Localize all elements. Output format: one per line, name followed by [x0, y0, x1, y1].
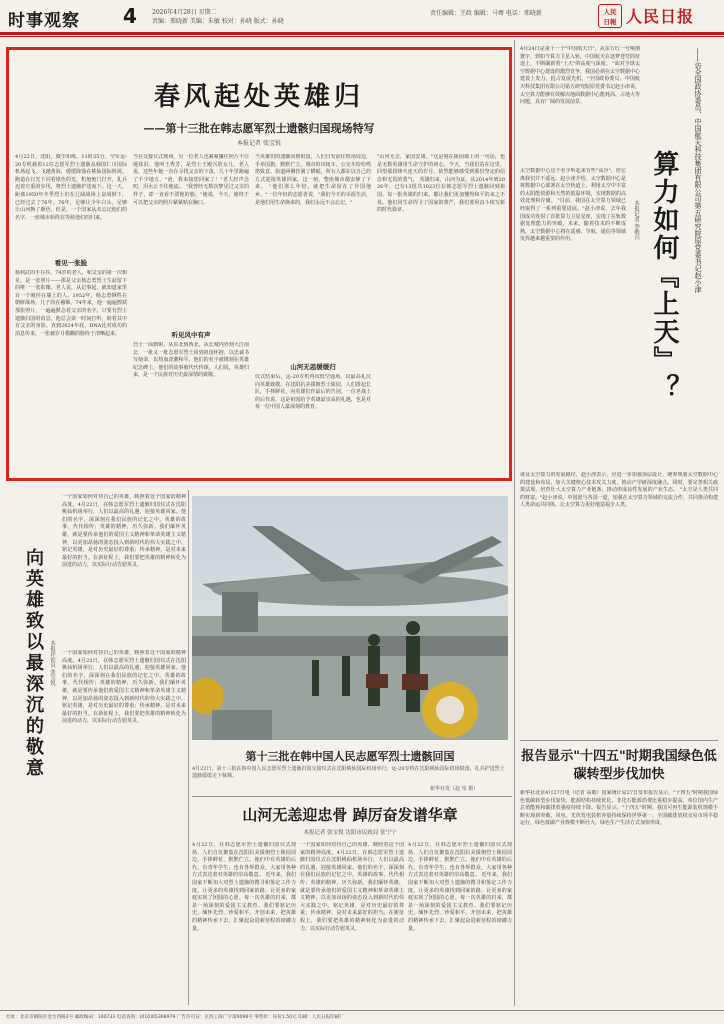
lead-subhead-2: 听见风中有声	[171, 331, 211, 339]
report-headline: 报告显示"十四五"时期我国绿色低碳转型步伐加快	[521, 749, 717, 782]
photo-caption: 4月22日，第十三批在韩中国人民志愿军烈士遗骸归国交接仪式在沈阳桃仙国际机场举行。运-20专机在沈阳桃仙国际机场降落，礼兵护送烈士遗骸缓缓走下舷梯。	[192, 766, 505, 779]
header-rule	[0, 32, 724, 35]
lead-column-2: 当在交接仪式现场，另一位老人也紧紧攥住照片不住地抹泪。他叫王秀芳，是烈士王殿兴的女儿。老人说，这些年她一直在寻找父亲的下落，几十年里跑遍了不少地方。"爸，我来接您回家了！"老人轻声念叨，泪水止不住地流。 "我曾经无数次梦见过父亲的样子，却一直看不清他的脸。"她说，今天，她终于可以把父亲的照片紧紧贴在胸口。	[133, 154, 249, 206]
story2-headline: 山河无恙迎忠骨 踔厉奋发谱华章	[242, 806, 458, 824]
photo-credit: 新华社发（赵 旻 摄）	[430, 786, 479, 792]
interview-intro: 4月24日是第十一个"中国航天日"。从东方红一号响彻寰宇，到如今算力卫星入轨，中国航天在逐梦苍穹的征途上，不断刷新着"上天"的高度与深度。 "面对全球太空数据中心建设的激烈竞争，我国必须在太空数据中心建设上发力，抢占发展先机。"全国政协委员、中国航天科技集团有限公司第五研究院原党委书记赵小津说，太空算力能够有效解决地面数据中心能耗高、占地大等问题，具有广阔的发展前景。	[520, 46, 640, 106]
lead-subhead-3: 山河无恙缓缓归	[290, 363, 336, 371]
logo-seal-icon: 人民 日報	[598, 4, 622, 28]
lead-column-4: "山河无恙，家国安康。"这是刻在陵园墙上的一句话，也是无数英雄用生命守护的初心。今天，当我们站在这里，回望那段烽火连天的岁月，依然能够感受到那份坚定的信念和无畏的勇气。 英雄归来，山河为证。从2014年到2026年，已有13批共1023位在韩志愿军烈士遗骸回到祖国。每一批英雄的归来，都让我们更加懂得和平的来之不易。他们用生命捍卫了国家的尊严，我们要用奋斗续写新的时代篇章。	[377, 154, 505, 214]
lead-subheadline: ——第十三批在韩志愿军烈士遗骸归国现场特写	[143, 122, 375, 135]
divider	[192, 796, 512, 797]
interview-body-1: 太空数据中心这个名字听起来有些"高冷"，但它离我们并不遥远。赵小津介绍，太空数据中心是将数据中心部署在太空轨道上，利用太空中丰富的太阳能资源和天然的低温环境，实现数据的高效处理和存储。 "目前，我国在太空算力领域已经取得了一系列重要进展。"赵小津说，去年我国成功发射了首批算力卫星星座，实现了在轨数据处理能力的突破。未来，随着技术的不断成熟，太空数据中心将在遥感、导航、通信等领域发挥越来越重要的作用。	[520, 168, 626, 243]
lead-column-3: 当英雄们的遗骸回到祖国，人们自发前往机场周边，手举国旗，默默伫立。城市的出租车、公交车纷纷鸣笛致意，街道两侧挂满了横幅，所有人都在以自己的方式迎接英雄回家。这一刻，整座城市都安静了下来。 "他们那么年轻，就把生命留在了异国他乡。"一位年轻的志愿者说，"我们今天的幸福生活，是他们用生命换来的，我们永远不会忘记。"	[255, 154, 371, 206]
divider	[520, 740, 718, 741]
lead-column-3b: 仪式结束后，运-20专机再次低空通场，以最高礼仪向英雄致敬。在沈阳抗美援朝烈士陵园，人们排起长队，手捧鲜花，向英雄们作最后的告别。一位老战士的后代说，这是祖国给予英雄最崇高的礼遇，也是对每一位中国人最深刻的教育。	[255, 374, 371, 411]
lead-headline: 春风起处英雄归	[153, 82, 364, 112]
date-line: 2026年4月28日 星期二	[152, 9, 217, 16]
story2-byline: 本报记者 张宝锐 沈阳市民政局 张宁宁	[303, 830, 397, 836]
interview-subtitle: ——访全国政协委员、中国航天科技集团有限公司第五研究院原党委书记赵小津	[694, 48, 702, 293]
staff-line: 责编：邢晓新 美编：朱敏 校对：孙晓 版式：孙晓	[152, 18, 284, 25]
photo-caption-title: 第十三批在韩中国人民志愿军烈士遗骸回国	[245, 750, 455, 763]
aircraft-ceremony-image	[192, 496, 508, 740]
commentary-headline: 向英雄致以最深沉的敬意	[23, 548, 44, 779]
page-footer: 社址：北京市朝阳区金台西路2号 邮政编码：100733 电话查询：(010)65368979 广告许可证：京西工商广字第0098号 零售价：每份1.50元 印刷：人民日报印刷厂	[0, 1010, 724, 1024]
story2-column-2: 一个国家如何对待自己的英雄，映照着这个国家的精神高度。4月22日，在韩志愿军烈士遗骸归国仪式在沈阳桃仙机场举行，人们以最高的礼遇，迎接英雄回家。他们的名字，深深刻在我们民族的记忆之中。英雄的故事，代代相传；英雄的精神，历久弥新。我们缅怀英雄，就是要传承他们的爱国主义精神和革命英雄主义精神，以更加昂扬的姿态投入到新时代的伟大实践之中。铭记英雄，是对历史最好的尊重；传承精神，是对未来最好的担当。在新征程上，我们要把英雄的精神转化为前进的动力，以实际行动告慰英灵。	[300, 842, 404, 932]
page-number: 4	[123, 4, 137, 28]
commentary-byline: 本报评论员 张宝锐	[49, 640, 55, 686]
lead-column-1: 4月22日，沈阳，微尘如练。11时25分，空军运-20专机载着12位志愿军烈士遗骸从韩国仁川国际机场起飞，飞越黄海，缓缓降落在桃仙国际机场。跑道在日光下闪着银色的光，机舱舱门打开，礼兵迈着庄重的步伐，将烈士遗骸护送而下。这一天，距离1950年冬季烈士们在辽阔战场上奋战倒下，已经过去了76年。76年，足够让少年白头，足够让山河换了颜色。但是，一个国家从未忘记他们的名字，一座城市始终在等候他们的归来。	[15, 154, 127, 221]
lead-story	[6, 47, 512, 481]
newspaper-logo: 人民日报	[626, 7, 695, 26]
column-rule	[188, 490, 189, 1005]
lead-byline: 本报记者 张宝锐	[237, 140, 281, 147]
interview-body-2: 谈及太空算力的发展路径，赵小津表示，应进一步加强顶层设计，统筹规划太空数据中心的建设和布局，加大关键核心技术攻关力度，推动产学研深度融合。同时，要完善相关政策法规，培育壮大太空算力产业链条，推动形成良性发展的产业生态。 "太空是人类共同的财富。"赵小津说，中国愿与各国一道，加强在太空算力领域的交流合作，共同推动构建人类命运共同体，让太空算力更好地造福全人类。	[520, 472, 718, 509]
section-name: 时事观察	[8, 11, 80, 31]
story2-column-1: 4月22日，在韩志愿军烈士遗骸归国仪式现场，人们自发聚集在沈阳抗美援朝烈士陵园周边，手捧鲜花，默默伫立。他们中有英雄的后代，有青年学生，也有各界群众。大家用各种方式表达着对英雄的崇高敬意。 近年来，我们国家不断加大对烈士遗骸的搜寻和鉴定工作力度，让更多的英雄找到回家的路，让更多的家庭实现了团圆的心愿。每一次英雄的归来，都是一场深刻的爱国主义教育。我们要铭记历史，缅怀先烈，珍爱和平，开创未来，把英雄的精神传承下去，汇聚起奋进新征程的磅礴力量。	[192, 842, 296, 932]
commentary-body: 一个国家如何对待自己的英雄，映照着这个国家的精神高度。4月22日，在韩志愿军烈士遗骸归国仪式在沈阳桃仙机场举行，人们以最高的礼遇，迎接英雄回家。他们的名字，深深刻在我们民族的记忆之中。英雄的故事，代代相传；英雄的精神，历久弥新。我们缅怀英雄，就是要传承他们的爱国主义精神和革命英雄主义精神，以更加昂扬的姿态投入到新时代的伟大实践之中。铭记英雄，是对历史最好的尊重；传承精神，是对未来最好的担当。在新征程上，我们要把英雄的精神转化为前进的动力，以实际行动告慰英灵。	[62, 650, 186, 725]
lead-subhead-1: 看见一张脸	[54, 259, 88, 267]
page-header	[0, 0, 724, 36]
interview-headline: 算力如何『上天』？	[649, 150, 679, 402]
column-rule	[514, 40, 515, 1006]
news-photo	[192, 496, 508, 740]
interview-byline: 本报记者 李敬兴	[633, 200, 639, 241]
header-thin-rule	[0, 36, 724, 37]
lead-column-2b: 烈士一面旗帜。从东北到西北，从长城内外到大江南北，一批又一批志愿军烈士回到祖国怀抱，以忠诚书写使命，以热血浇灌和平。他们的名字被镌刻在英雄纪念碑上，他们的故事被代代传颂。人们说，英雄归来，是一个民族对历史最深情的致敬。	[133, 342, 249, 379]
editors-line: 责任编辑：王政 编辑：马骞 电话：邢晓新	[430, 10, 542, 17]
story2-column-3: 4月22日，在韩志愿军烈士遗骸归国仪式现场，人们自发聚集在沈阳抗美援朝烈士陵园周边，手捧鲜花，默默伫立。他们中有英雄的后代，有青年学生，也有各界群众。大家用各种方式表达着对英雄的崇高敬意。 近年来，我们国家不断加大对烈士遗骸的搜寻和鉴定工作力度，让更多的英雄找到回家的路，让更多的家庭实现了团圆的心愿。每一次英雄的归来，都是一场深刻的爱国主义教育。我们要铭记历史，缅怀先烈，珍爱和平，开创未来，把英雄的精神传承下去，汇聚起奋进新征程的磅礴力量。	[408, 842, 512, 932]
masthead-meta	[152, 8, 284, 26]
lead-column-1b: 杨利武的手在抖。74岁的老人，和父亲的第一次相见，是一张照片——那是父亲杨志勇烈士生前留下的唯一一张影像。老人说，从记事起，就知道家里有一个被挂在墙上的人。1952年，杨志勇牺牲在朝鲜战场，儿子尚在襁褓。74年来，他一遍遍擦拭那张照片，一遍遍默念着父亲的名字。只要有烈士遗骸归国的消息，他总会第一时间打听，盼着其中有父亲的身影。直到2024年底，DNA比对成功的消息传来，一张被岁月模糊的脸终于清晰起来。	[15, 270, 127, 337]
commentary-intro: 一个国家如何对待自己的英雄，映照着这个国家的精神高度。4月22日，在韩志愿军烈士遗骸归国仪式在沈阳桃仙机场举行，人们以最高的礼遇，迎接英雄回家。他们的名字，深深刻在我们民族的记忆之中。英雄的故事，代代相传；英雄的精神，历久弥新。我们缅怀英雄，就是要传承他们的爱国主义精神和革命英雄主义精神，以更加昂扬的姿态投入到新时代的伟大实践之中。铭记英雄，是对历史最好的尊重；传承精神，是对未来最好的担当。在新征程上，我们要把英雄的精神转化为前进的动力，以实际行动告慰英灵。	[62, 494, 186, 569]
report-body: 新华社北京4月27日电（记者 高敬）国家统计局27日发布报告显示，"十四五"时期我国绿色低碳转型步伐加快，能源结构持续优化，非化石能源消费比重稳步提高，单位国内生产总值能耗和碳排放强度持续下降。报告显示，"十四五"时期，我国可再生能源装机规模不断实现新突破，风电、光伏发电装机容量持续保持世界第一。全国碳排放权交易市场平稳运行，绿色低碳产业规模不断壮大，绿色生产生活方式加快形成。	[520, 790, 718, 827]
